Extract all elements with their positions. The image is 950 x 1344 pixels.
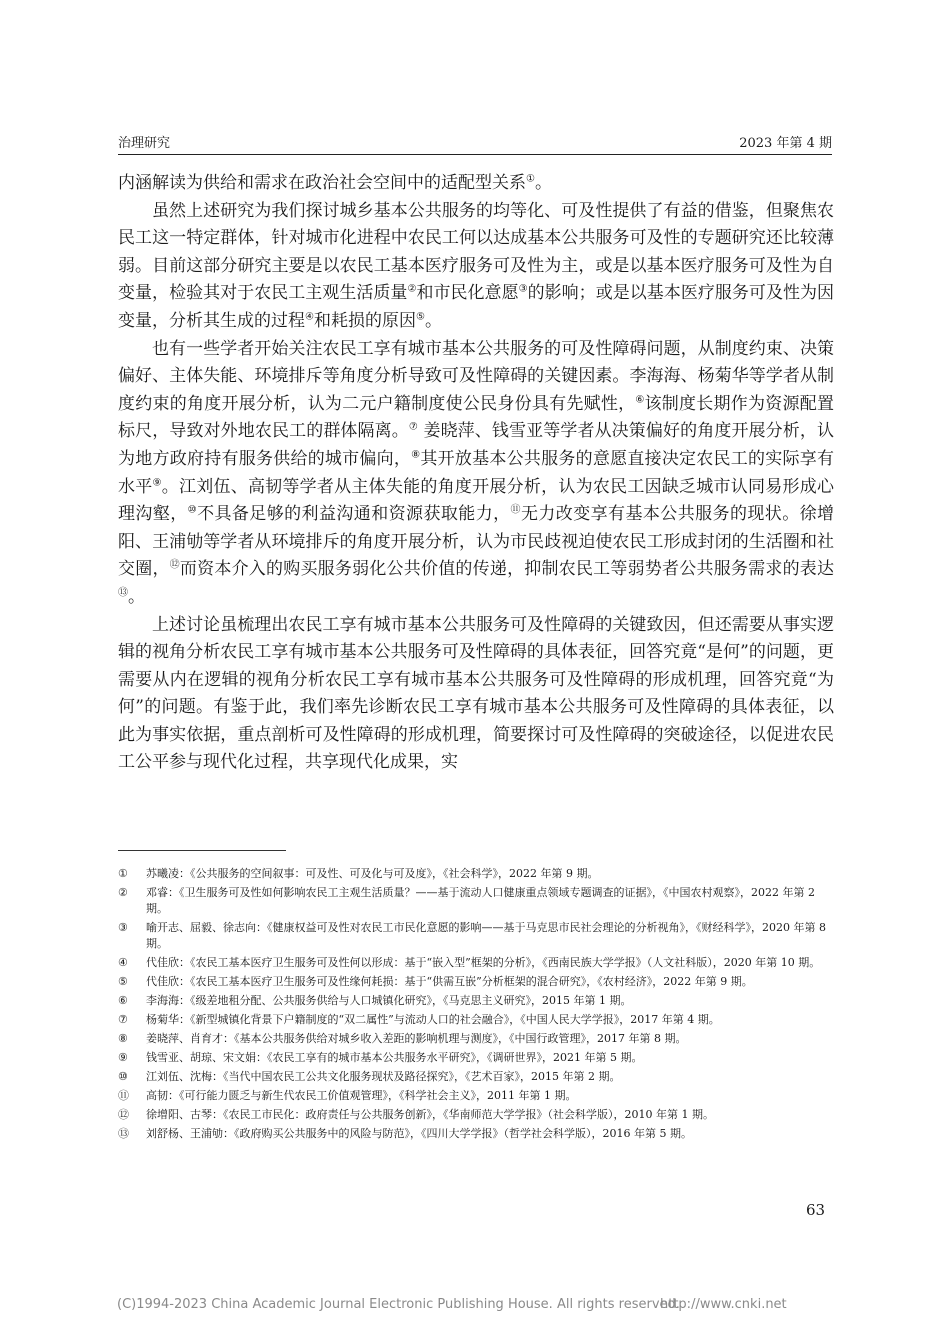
header-divider [118, 154, 832, 155]
text-run: 上述讨论虽梳理出农民工享有城市基本公共服务可及性障碍的关键致因，但还需要从事实逻辑的视角分析农民工享有城市基本公共服务可及性障碍的具体表征，回答究竟“是何”的问题，更需要从内在逻辑的视角分析农民工享有城市基本公共服务可及性障碍的形成机理，回答究竟“为何”的问题。有鉴于此，我们率先诊断农民工享有城市基本公共服务可及性障碍的具体表征，以此为事实依据，重点剖析可及性障碍的形成机理，简要探讨可及性障碍的突破途径，以促进农民工公平参与现代化过程，共享现代化成果，实 [118, 614, 834, 773]
footnote-number: ⑧ [118, 1032, 128, 1045]
footnote [118, 974, 834, 990]
paragraph [118, 612, 834, 778]
text-run: 内涵解读为供给和需求在政治社会空间中的适配型关系 [118, 173, 526, 193]
footnote-divider [118, 850, 286, 851]
text-run: 。江刘伍、高韧等学者从主体失能的角度开展分析，认为农民工因缺乏城市认同易形成心理沟壑， [118, 476, 835, 525]
footnote-marker: ⑬ [118, 587, 128, 599]
footnote-text: 喻开志、屈毅、徐志向：《健康权益可及性对农民工市民化意愿的影响——基于马克思市民社会理论的分析视角》，《财经科学》，2020 年第 8 期。 [146, 921, 826, 950]
page-number: 63 [806, 1201, 826, 1219]
text-run: 虽然上述研究为我们探讨城乡基本公共服务的均等化、可及性提供了有益的借鉴，但聚焦农民工这一特定群体，针对城市化进程中农民工何以达成基本公共服务可及性的专题研究还比较薄弱。目前这部分研究主要是以农民工基本医疗服务可及性为主，或是以基本医疗服务可及性为自变量，检验其对于农民工主观生活质量 [118, 200, 834, 304]
paragraph [118, 170, 834, 198]
footnote-marker: ⑤ [415, 311, 425, 323]
text-run: 该制度长期作为资源配置标尺，导致对外地农民工的群体隔离。 [118, 393, 835, 442]
paragraph [118, 336, 834, 612]
footnote [118, 920, 834, 952]
footnote-number: ⑩ [118, 1070, 128, 1083]
footnote-number: ⑤ [118, 975, 128, 988]
footnote-number: ① [118, 867, 128, 880]
footnote-marker: ⑥ [635, 394, 645, 406]
footnote-number: ⑥ [118, 994, 128, 1007]
text-run: 。 [534, 173, 552, 193]
text-run: 和市民化意愿 [416, 283, 519, 304]
footnote-number: ② [118, 886, 128, 899]
footnote [118, 955, 834, 971]
footnote-marker: ① [526, 173, 535, 185]
footnotes [118, 866, 834, 1145]
footnote-marker: ⑫ [169, 559, 180, 571]
footnote-number: ⑫ [118, 1108, 129, 1121]
text-run: 无力改变享有基本公共服务的现状。徐增阳、王浦劬等学者从环境排斥的角度开展分析，认为市民歧视迫使农民工形成封闭的生活圈和社交圈， [118, 504, 835, 580]
footnote [118, 885, 834, 917]
footnote-marker: ⑪ [510, 504, 521, 516]
footnote-number: ④ [118, 956, 128, 969]
footnote-marker: ② [407, 283, 417, 295]
footnote-marker: ⑨ [152, 476, 162, 488]
footnote-text: 钱雪亚、胡琼、宋文娟：《农民工享有的城市基本公共服务水平研究》，《调研世界》，2021 年第 5 期。 [146, 1051, 643, 1064]
footnote-marker: ⑧ [411, 449, 421, 461]
footnote-text: 邓睿：《卫生服务可及性如何影响农民工主观生活质量？——基于流动人口健康重点领域专题调查的证据》，《中国农村观察》，2022 年第 2 期。 [146, 886, 815, 915]
text-run: 。 [424, 310, 442, 331]
footnote [118, 1126, 834, 1142]
text-run: 的影响；或是以基本医疗服务可及性为因变量，分析其生成的过程 [118, 283, 835, 331]
text-run: 其开放基本公共服务的意愿直接决定农民工的实际享有水平 [118, 448, 835, 497]
text-run: 姜晓萍、钱雪亚等学者从决策偏好的角度开展分析，认为地方政府持有服务供给的城市偏向， [118, 421, 834, 469]
text-run: 不具备足够的利益沟通和资源获取能力， [197, 504, 511, 525]
footnote-marker: ④ [305, 311, 314, 323]
text-run: 和耗损的原因 [313, 310, 416, 331]
paragraph [118, 198, 834, 336]
copyright-notice: (C)1994-2023 China Academic Journal Electronic Publishing House. All rights reserved. [117, 1297, 680, 1312]
footnote-marker: ⑩ [187, 504, 198, 516]
footnote-text: 杨菊华：《新型城镇化背景下户籍制度的“双二属性”与流动人口的社会融合》，《中国人民大学学报》，2017 年第 4 期。 [146, 1013, 720, 1026]
footnote [118, 1069, 834, 1085]
text-run: 。 [128, 586, 145, 607]
footnote-text: 刘舒杨、王浦劬：《政府购买公共服务中的风险与防范》，《四川大学学报》（哲学社会科学版），2016 年第 5 期。 [146, 1127, 692, 1140]
journal-section-title: 治理研究 [118, 136, 171, 151]
footnote-text: 姜晓萍、肖育才：《基本公共服务供给对城乡收入差距的影响机理与测度》，《中国行政管理》，2017 年第 8 期。 [146, 1032, 687, 1045]
copyright-footer [117, 1297, 797, 1312]
footnote-text: 江刘伍、沈梅：《当代中国农民工公共文化服务现状及路径探究》，《艺术百家》，2015 年第 2 期。 [146, 1070, 621, 1083]
footnote [118, 1107, 834, 1123]
running-header [118, 132, 832, 154]
body-text [118, 170, 834, 777]
footnote [118, 1031, 834, 1047]
footnote-number: ③ [118, 921, 128, 934]
footnote-number: ⑨ [118, 1051, 128, 1064]
issue-label: 2023 年第 4 期 [739, 136, 832, 151]
footnote-text: 代佳欣：《农民工基本医疗卫生服务可及性何以形成：基于“嵌入型”框架的分析》，《西南民族大学学报》（人文社科版），2020 年第 10 期。 [146, 956, 821, 969]
footnote-number: ⑦ [118, 1013, 128, 1026]
footnote [118, 1088, 834, 1104]
footnote-marker: ③ [518, 283, 528, 295]
footnote-text: 高韧：《可行能力匮乏与新生代农民工价值观管理》，《科学社会主义》，2011 年第 1 期。 [146, 1089, 577, 1102]
footnote-text: 代佳欣：《农民工基本医疗卫生服务可及性缘何耗损：基于“供需互嵌”分析框架的混合研究》，《农村经济》，2022 年第 9 期。 [146, 975, 753, 988]
website-link[interactable]: http://www.cnki.net [660, 1297, 787, 1312]
footnote-number: ⑪ [118, 1089, 129, 1102]
footnote-number: ⑬ [118, 1127, 129, 1140]
footnote [118, 1012, 834, 1028]
footnote-marker: ⑦ [408, 421, 418, 433]
text-run: 而资本介入的购买服务弱化公共价值的传递，抑制农民工等弱势者公共服务需求的表达 [179, 559, 835, 580]
footnote-text: 苏曦凌：《公共服务的空间叙事：可及性、可及化与可及度》，《社会科学》，2022 年第 9 期。 [146, 867, 599, 880]
footnote [118, 1050, 834, 1066]
text-run: 也有一些学者开始关注农民工享有城市基本公共服务的可及性障碍问题，从制度约束、决策偏好、主体失能、环境排斥等角度分析导致可及性障碍的关键因素。李海海、杨菊华等学者从制度约束的角度开展分析，认为二元户籍制度使公民身份具有先赋性， [118, 338, 834, 414]
footnote [118, 866, 834, 882]
footnote [118, 993, 834, 1009]
footnote-text: 李海海：《级差地租分配、公共服务供给与人口城镇化研究》，《马克思主义研究》，2015 年第 1 期。 [146, 994, 632, 1007]
footnote-text: 徐增阳、古琴：《农民工市民化：政府责任与公共服务创新》，《华南师范大学学报》（社会科学版），2010 年第 1 期。 [146, 1108, 714, 1121]
